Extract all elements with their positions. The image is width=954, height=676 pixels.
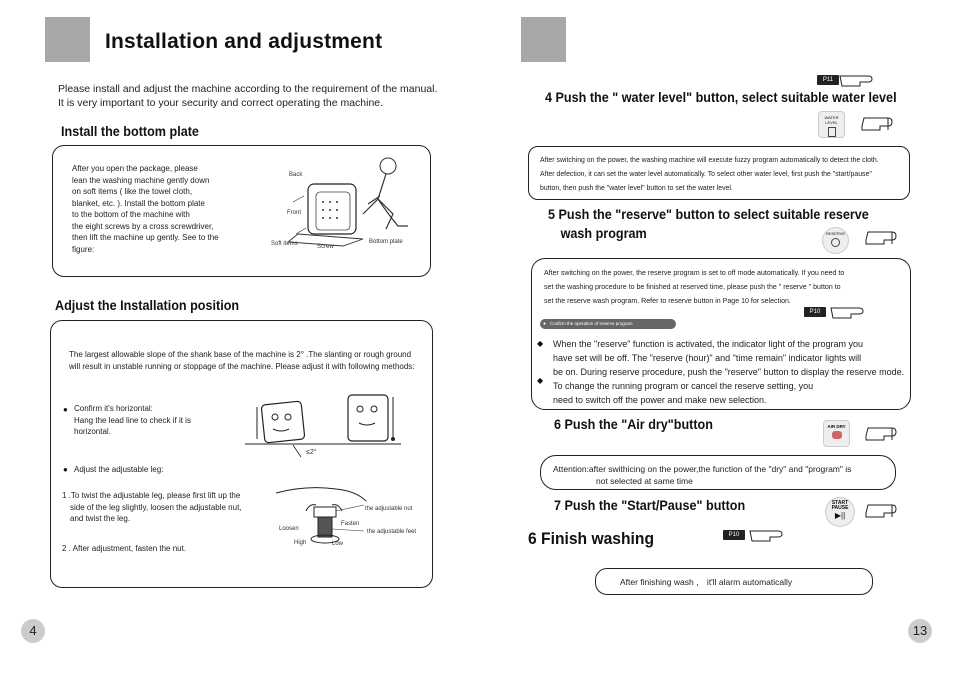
pointing-hand-icon: [829, 302, 867, 320]
pointing-hand-icon: [862, 424, 900, 442]
step7-heading: 7 Push the "Start/Pause" button: [554, 497, 746, 513]
label-fasten: Fasten: [341, 521, 360, 527]
text-line: not selected at same time: [596, 476, 693, 486]
intro-text: [58, 82, 437, 110]
attention-text: [553, 463, 851, 487]
pointing-hand-icon: [862, 501, 900, 519]
page-ref-badge: P10: [723, 530, 745, 540]
text-line: be on. During reserve procedure, push the "reserve" button to display the reserve mode.: [553, 367, 905, 377]
text-line: have set will be off. The "reserve (hour)" and "time remain" indicator lights will: [553, 353, 862, 363]
step5-bullet1: [553, 337, 904, 379]
start-pause-button-icon: [825, 497, 855, 527]
attention-box: [540, 455, 896, 490]
label-front: Front: [287, 210, 302, 216]
text-line: on soft items ( like the towel cloth,: [72, 187, 193, 196]
confirm-operation-pill: [540, 319, 676, 329]
button-square: [828, 127, 836, 137]
text-line: then lift the machine up gently. See to the: [72, 233, 219, 242]
step1-text: [62, 490, 262, 525]
text-line: The largest allowable slope of the shank base of the machine is 2° .The slanting or rough ground: [69, 350, 412, 359]
water-level-label: WATER LEVEL: [824, 115, 839, 125]
bottom-plate-text: [72, 163, 232, 255]
pill-text: Confirm the operation of reserve program: [550, 321, 633, 326]
step4-text: [540, 153, 879, 195]
pointing-hand-icon: [862, 228, 900, 246]
finish-text: After finishing wash ， it'll alarm automatically: [620, 577, 793, 587]
pause-label: PAUSE: [831, 505, 849, 511]
air-dry-symbol-icon: [832, 431, 842, 439]
text-line: set the washing procedure to be finished at reserved time, please push the " reserve " button to: [544, 282, 841, 291]
label-screw: Screw: [317, 244, 334, 250]
step5-text: [544, 266, 844, 308]
text-line: will result in unstable running or stoppage of the machine. Please adjust it with following methods:: [69, 361, 415, 371]
bullet-dot: ●: [63, 465, 68, 474]
slope-text: [69, 349, 429, 372]
text-line: set the reserve wash program. Refer to reserve button in Page 10 for selection.: [544, 296, 791, 305]
bullet-dot: ●: [63, 405, 68, 414]
section-heading-bottom-plate: Install the bottom plate: [61, 123, 199, 139]
page-ref-badge: P10: [804, 307, 826, 317]
page-title: Installation and adjustment: [105, 30, 383, 53]
step4-box: [528, 146, 910, 200]
pointing-hand-icon: [748, 525, 786, 543]
intro-line-2: It is very important to your security and correct operating the machine.: [58, 97, 384, 109]
bottom-plate-box: [52, 145, 431, 277]
text-line: Attention:after swithicing on the power,the function of the "dry" and "program" is: [553, 464, 852, 474]
step5-box: [531, 258, 911, 410]
confirm-text: [74, 403, 191, 438]
right-header-square: [521, 17, 566, 62]
text-line: button, then push the "water level" button to set the water level.: [540, 183, 733, 192]
text-line: blanket, etc. ). Install the bottom plate: [72, 198, 205, 208]
air-dry-label: AIR DRY: [827, 424, 846, 429]
text-line: Confirm it's horizontal:: [74, 404, 153, 413]
label-low: Low: [332, 541, 344, 547]
start-label: START: [831, 500, 849, 506]
text-line: need to switch off the power and make new selection.: [553, 395, 767, 405]
section-heading-position: Adjust the Installation position: [55, 297, 240, 313]
water-level-button-icon: [818, 111, 845, 138]
label-high: High: [294, 540, 307, 546]
step4-heading: 4 Push the " water level" button, select suitable water level: [545, 89, 897, 105]
start-pause-label: [826, 501, 854, 511]
text-line: and twist the leg.: [70, 514, 131, 523]
adjustable-leg-illustration: [266, 481, 376, 551]
intro-line-1: Please install and adjust the machine according to the requirement of the manual.: [58, 83, 438, 95]
step5-heading: [548, 206, 869, 241]
reserve-button-icon: [822, 227, 849, 254]
step6-heading: 6 Push the "Air dry"button: [554, 416, 713, 432]
air-dry-button-icon: [823, 420, 850, 447]
pointing-hand-icon: [858, 114, 896, 132]
text-line: Hang the lead line to check if it is: [74, 415, 191, 425]
finish-box: [595, 568, 873, 595]
page-ref-badge: P11: [817, 75, 839, 85]
step5-bullet2: [553, 379, 813, 407]
label-bottom-plate: Bottom plate: [369, 239, 403, 245]
bullet-diamond: ◆: [537, 376, 544, 385]
text-line: side of the leg slightly, loosen the adjustable nut,: [70, 502, 242, 512]
pointing-hand-icon: [838, 70, 876, 88]
level-check-illustration: [243, 387, 403, 459]
bullet-diamond: ◆: [537, 339, 544, 348]
text-line: 1 .To twist the adjustable leg, please first lift up the: [62, 491, 241, 500]
label-soft-items: Soft items: [271, 241, 298, 247]
heading-line: wash program: [560, 225, 647, 241]
play-pause-icon: ▶||: [834, 511, 846, 520]
label-adjustable-nut: the adjustable nut: [365, 506, 413, 512]
page-number-right: 13: [908, 619, 932, 643]
text-line: figure:: [72, 244, 95, 254]
label-back: Back: [289, 172, 303, 178]
angle-label: ≤2°: [306, 449, 317, 456]
text-line: After defection, it can set the water level automatically. To select other water level, first push the "start/pause": [540, 169, 872, 178]
page-number-left: 4: [21, 619, 45, 643]
finish-heading: 6 Finish washing: [528, 529, 655, 548]
text-line: lean the washing machine gently down: [72, 175, 210, 185]
label-adjustable-feet: the adjustable feet: [367, 529, 417, 535]
text-line: horizontal.: [74, 427, 111, 436]
pill-dot: ●: [543, 321, 547, 327]
reserve-label: RESERVE: [825, 231, 846, 236]
adjust-leg-label: Adjust the adjustable leg:: [74, 465, 164, 474]
text-line: When the "reserve" function is activated, the indicator light of the program you: [553, 339, 864, 349]
step2-text: 2 . After adjustment, fasten the nut.: [62, 544, 187, 553]
text-line: the eight screws by a cross screwdriver,: [72, 221, 214, 231]
text-line: After switching on the power, the washing machine will execute fuzzy program automatically to detect the cloth.: [540, 155, 879, 164]
adjust-position-box: [50, 320, 433, 588]
text-line: to the bottom of the machine with: [72, 210, 190, 219]
label-loosen: Loosen: [279, 526, 299, 532]
clock-icon: [831, 238, 840, 247]
text-line: After you open the package, please: [72, 164, 198, 173]
heading-line: 5 Push the "reserve" button to select suitable reserve: [548, 206, 869, 222]
text-line: After switching on the power, the reserve program is set to off mode automatically. If you need to: [544, 268, 845, 277]
left-header-square: [45, 17, 90, 62]
text-line: To change the running program or cancel the reserve setting, you: [553, 381, 814, 391]
